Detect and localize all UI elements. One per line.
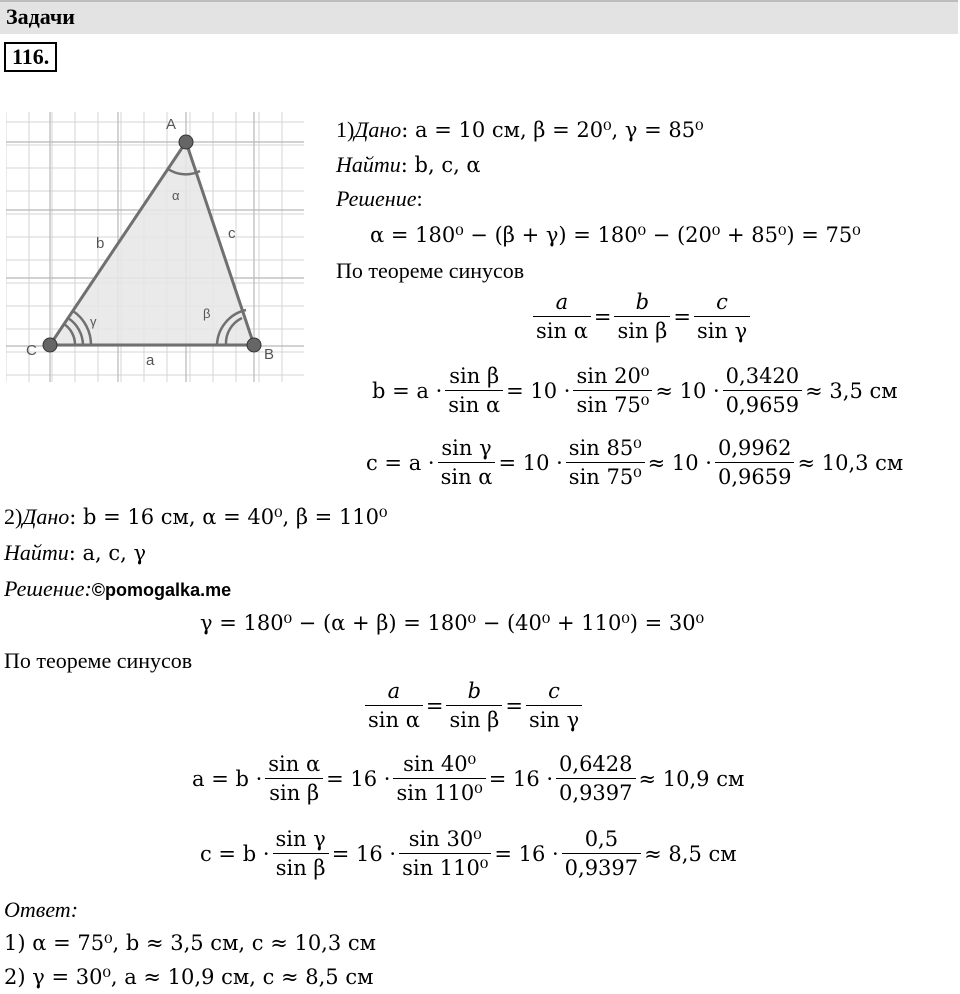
vertex-a-point bbox=[179, 135, 193, 149]
part1-theorem: По теореме синусов bbox=[336, 258, 525, 283]
part1-b-calc: b = a · $\frac{\text{sin β}}{\text{sin α}}$ = 10 · $\frac{\text{sin 20⁰}}{\text{sin 75⁰}}$ ≈ 10 · $\frac{0,3420}{0,9659}$ ≈ 3,5 см bbox=[372, 364, 898, 417]
side-b-label: b bbox=[96, 235, 105, 252]
vertex-c-point bbox=[43, 338, 57, 352]
part2-gamma-equation: γ = 180⁰ − (α + β) = 180⁰ − (40⁰ + 110⁰) = 30⁰ bbox=[200, 611, 705, 635]
part2-theorem: По теореме синусов bbox=[4, 648, 193, 673]
angle-gamma-label: γ bbox=[90, 314, 97, 329]
triangle-figure bbox=[6, 112, 304, 382]
answer-line-2: 2) γ = 30⁰, a ≈ 10,9 см, c ≈ 8,5 см bbox=[4, 965, 374, 989]
part1-sine-law: $\frac{a}{\text{sin α}}$ = $\frac{b}{\text{sin β}}$ = $\frac{c}{\text{sin γ}}$ bbox=[530, 288, 753, 345]
vertex-c-label: C bbox=[26, 342, 37, 359]
part1-c-calc: c = a · $\frac{\text{sin γ}}{\text{sin α}}$ = 10 · $\frac{\text{sin 85⁰}}{\text{sin 75⁰}}$ ≈ 10 · $\frac{0,9962}{0,9659}$ ≈ 10,3 см bbox=[366, 436, 904, 489]
side-c-label: c bbox=[228, 225, 236, 242]
problem-number: 116. bbox=[4, 42, 57, 72]
side-a-label: a bbox=[146, 352, 155, 369]
part1-find: Найти: b, c, α bbox=[336, 152, 481, 177]
part2-sine-law: $\frac{a}{\text{sin α}}$ = $\frac{b}{\text{sin β}}$ = $\frac{c}{\text{sin γ}}$ bbox=[362, 677, 585, 734]
vertex-a-label: A bbox=[166, 116, 177, 133]
part2-given: 2)Дано: b = 16 см, α = 40⁰, β = 110⁰ bbox=[4, 504, 388, 529]
vertex-b-label: B bbox=[264, 346, 275, 363]
triangle bbox=[50, 142, 254, 345]
vertex-b-point bbox=[247, 338, 261, 352]
page-header bbox=[0, 0, 958, 34]
part1-alpha-equation: α = 180⁰ − (β + γ) = 180⁰ − (20⁰ + 85⁰) = 75⁰ bbox=[370, 223, 861, 247]
answer-line-1: 1) α = 75⁰, b ≈ 3,5 см, c ≈ 10,3 см bbox=[4, 931, 376, 955]
angle-alpha-label: α bbox=[172, 188, 180, 203]
part2-a-calc: a = b · $\frac{\text{sin α}}{\text{sin β}}$ = 16 · $\frac{\text{sin 40⁰}}{\text{sin 110⁰}}$ = 16 · $\frac{0,6428}{0,9397}$ ≈ 10,9 см bbox=[192, 752, 745, 805]
part2-find: Найти: a, c, γ bbox=[4, 540, 147, 565]
part1-given: 1)Дано: a = 10 см, β = 20⁰, γ = 85⁰ bbox=[336, 117, 704, 142]
part2-solution-label: Решение:©pomogalka.me bbox=[4, 576, 232, 601]
part1-solution-label: Решение: bbox=[336, 186, 423, 211]
answer-label: Ответ: bbox=[4, 897, 79, 922]
angle-beta-label: β bbox=[203, 306, 211, 321]
header-title: Задачи bbox=[6, 4, 75, 29]
watermark: ©pomogalka.me bbox=[91, 580, 232, 600]
part2-c-calc: c = b · $\frac{\text{sin γ}}{\text{sin β}}$ = 16 · $\frac{\text{sin 30⁰}}{\text{sin 110⁰}}$ = 16 · $\frac{0,5}{0,9397}$ ≈ 8,5 см bbox=[200, 827, 737, 880]
